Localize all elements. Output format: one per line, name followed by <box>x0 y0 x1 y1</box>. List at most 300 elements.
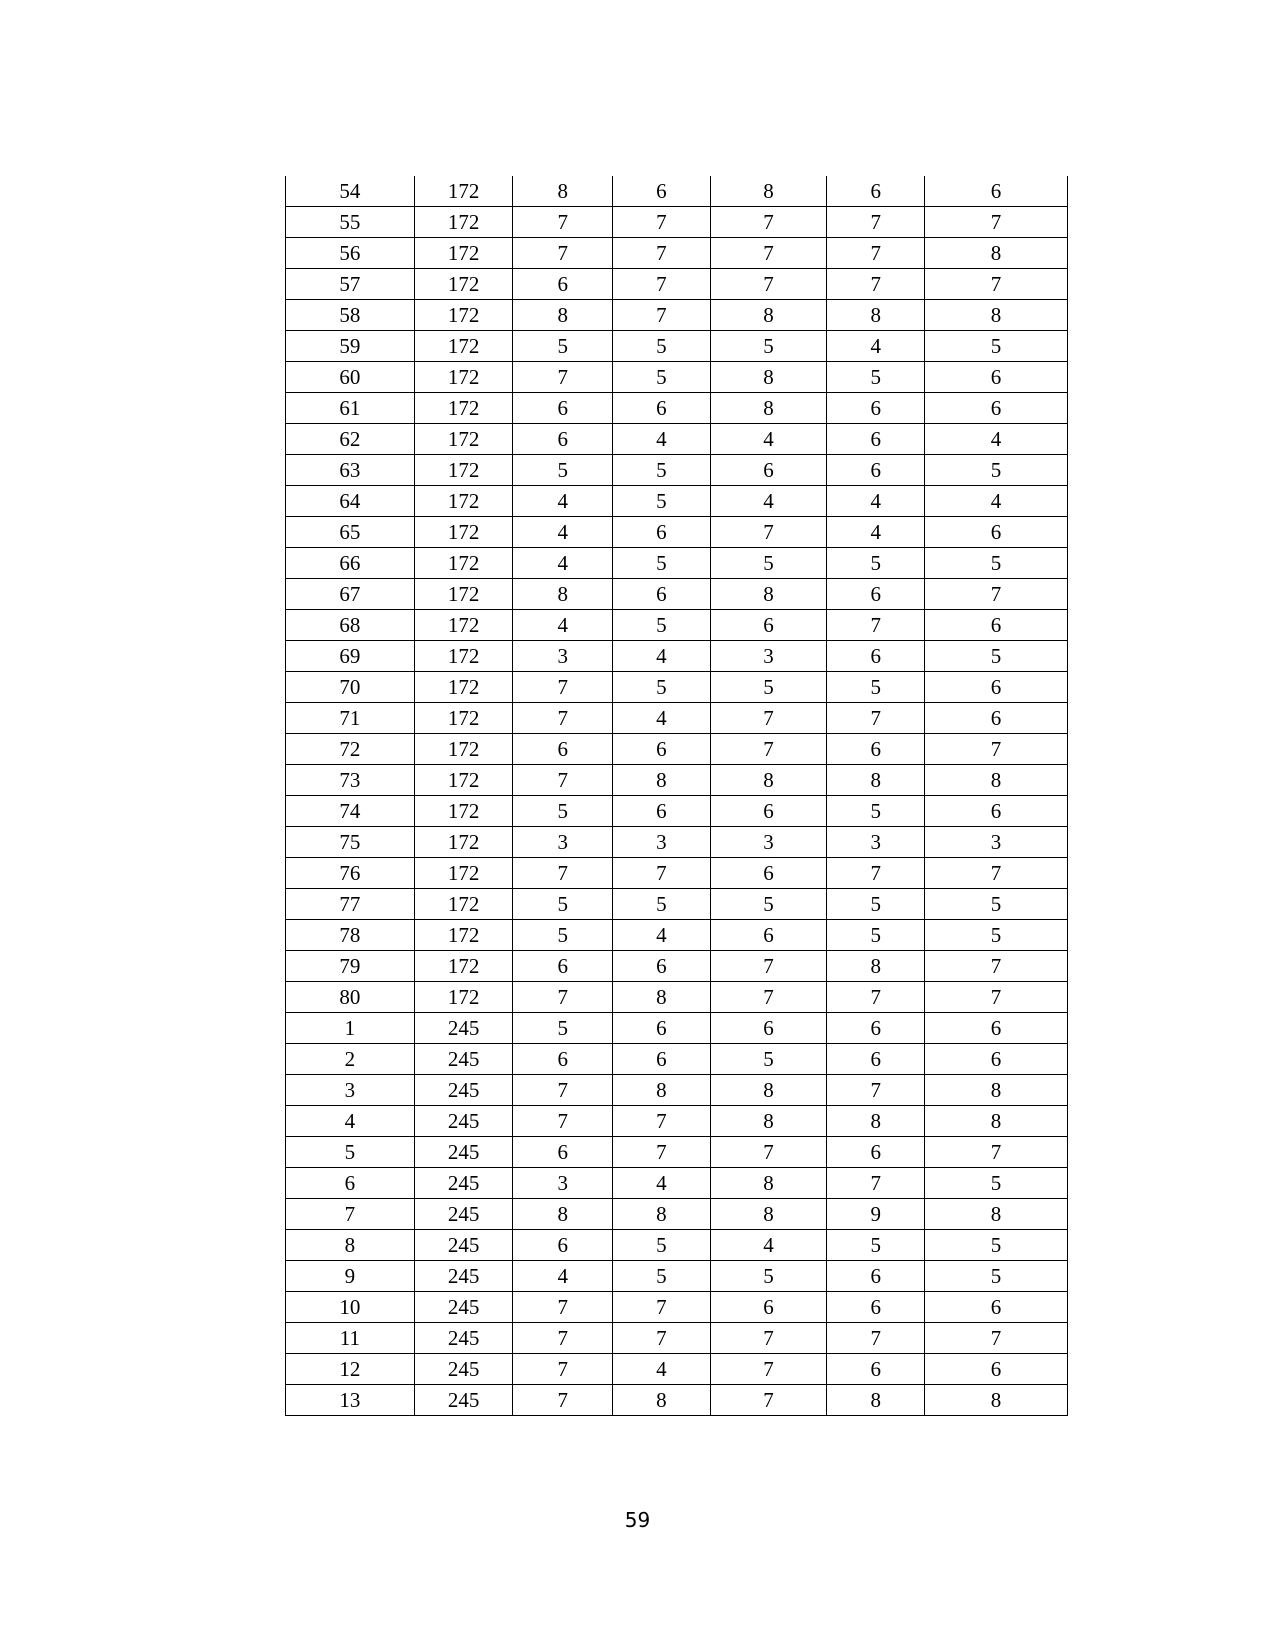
id-cell: 68 <box>286 610 415 641</box>
value-cell: 6 <box>827 1044 925 1075</box>
value-cell: 4 <box>827 331 925 362</box>
value-cell: 5 <box>613 548 711 579</box>
id-cell: 77 <box>286 889 415 920</box>
id-cell: 58 <box>286 300 415 331</box>
value-cell: 5 <box>613 672 711 703</box>
value-cell: 4 <box>710 486 827 517</box>
value-cell: 6 <box>827 1013 925 1044</box>
value-cell: 6 <box>827 455 925 486</box>
value-cell: 7 <box>925 858 1068 889</box>
value-cell: 6 <box>925 176 1068 207</box>
group-cell: 172 <box>414 486 513 517</box>
group-cell: 172 <box>414 455 513 486</box>
table-row <box>286 610 1068 641</box>
value-cell: 7 <box>827 858 925 889</box>
value-cell: 4 <box>827 517 925 548</box>
table-row <box>286 889 1068 920</box>
value-cell: 5 <box>513 796 613 827</box>
table-row <box>286 1137 1068 1168</box>
group-cell: 172 <box>414 517 513 548</box>
group-cell: 245 <box>414 1354 513 1385</box>
value-cell: 5 <box>925 1168 1068 1199</box>
value-cell: 7 <box>925 951 1068 982</box>
id-cell: 5 <box>286 1137 415 1168</box>
value-cell: 7 <box>613 269 711 300</box>
table-row <box>286 1168 1068 1199</box>
group-cell: 245 <box>414 1075 513 1106</box>
value-cell: 8 <box>613 1385 711 1416</box>
id-cell: 75 <box>286 827 415 858</box>
id-cell: 3 <box>286 1075 415 1106</box>
id-cell: 10 <box>286 1292 415 1323</box>
value-cell: 7 <box>613 1137 711 1168</box>
value-cell: 4 <box>613 424 711 455</box>
id-cell: 74 <box>286 796 415 827</box>
value-cell: 7 <box>513 1292 613 1323</box>
value-cell: 4 <box>613 703 711 734</box>
value-cell: 7 <box>513 1075 613 1106</box>
value-cell: 7 <box>710 269 827 300</box>
value-cell: 7 <box>827 238 925 269</box>
value-cell: 6 <box>513 1137 613 1168</box>
value-cell: 3 <box>925 827 1068 858</box>
id-cell: 12 <box>286 1354 415 1385</box>
value-cell: 6 <box>827 641 925 672</box>
value-cell: 4 <box>613 1168 711 1199</box>
value-cell: 6 <box>925 1044 1068 1075</box>
value-cell: 6 <box>827 1292 925 1323</box>
value-cell: 6 <box>613 176 711 207</box>
table-row <box>286 1385 1068 1416</box>
value-cell: 8 <box>513 1199 613 1230</box>
table-row <box>286 1075 1068 1106</box>
value-cell: 7 <box>925 207 1068 238</box>
table-row <box>286 393 1068 424</box>
table-row <box>286 269 1068 300</box>
value-cell: 6 <box>513 951 613 982</box>
table-row <box>286 1354 1068 1385</box>
value-cell: 6 <box>925 672 1068 703</box>
id-cell: 7 <box>286 1199 415 1230</box>
value-cell: 4 <box>827 486 925 517</box>
id-cell: 54 <box>286 176 415 207</box>
value-cell: 5 <box>925 641 1068 672</box>
value-cell: 6 <box>925 517 1068 548</box>
value-cell: 5 <box>827 548 925 579</box>
data-table <box>285 176 1068 1416</box>
value-cell: 7 <box>925 269 1068 300</box>
group-cell: 172 <box>414 207 513 238</box>
id-cell: 73 <box>286 765 415 796</box>
value-cell: 7 <box>710 1385 827 1416</box>
group-cell: 172 <box>414 269 513 300</box>
value-cell: 7 <box>613 1106 711 1137</box>
table-row <box>286 1199 1068 1230</box>
id-cell: 69 <box>286 641 415 672</box>
table-row <box>286 765 1068 796</box>
value-cell: 5 <box>513 1013 613 1044</box>
value-cell: 4 <box>613 1354 711 1385</box>
value-cell: 4 <box>710 1230 827 1261</box>
group-cell: 172 <box>414 300 513 331</box>
value-cell: 6 <box>513 1044 613 1075</box>
group-cell: 245 <box>414 1013 513 1044</box>
value-cell: 7 <box>613 300 711 331</box>
table-row <box>286 517 1068 548</box>
value-cell: 5 <box>925 1230 1068 1261</box>
value-cell: 6 <box>513 269 613 300</box>
page-number: 59 <box>624 1508 651 1532</box>
id-cell: 11 <box>286 1323 415 1354</box>
table-row <box>286 455 1068 486</box>
value-cell: 5 <box>827 796 925 827</box>
table-row <box>286 1230 1068 1261</box>
value-cell: 6 <box>827 1261 925 1292</box>
id-cell: 6 <box>286 1168 415 1199</box>
value-cell: 7 <box>710 951 827 982</box>
value-cell: 6 <box>827 734 925 765</box>
value-cell: 7 <box>513 362 613 393</box>
id-cell: 1 <box>286 1013 415 1044</box>
value-cell: 5 <box>925 920 1068 951</box>
table-row <box>286 982 1068 1013</box>
value-cell: 8 <box>710 1199 827 1230</box>
id-cell: 76 <box>286 858 415 889</box>
table-row <box>286 1106 1068 1137</box>
value-cell: 7 <box>827 703 925 734</box>
group-cell: 245 <box>414 1137 513 1168</box>
group-cell: 245 <box>414 1323 513 1354</box>
group-cell: 172 <box>414 920 513 951</box>
value-cell: 5 <box>613 610 711 641</box>
value-cell: 6 <box>827 176 925 207</box>
table-row <box>286 951 1068 982</box>
group-cell: 172 <box>414 579 513 610</box>
value-cell: 4 <box>513 610 613 641</box>
id-cell: 66 <box>286 548 415 579</box>
value-cell: 5 <box>613 455 711 486</box>
value-cell: 6 <box>925 1013 1068 1044</box>
value-cell: 7 <box>513 238 613 269</box>
value-cell: 6 <box>613 393 711 424</box>
group-cell: 245 <box>414 1385 513 1416</box>
group-cell: 245 <box>414 1261 513 1292</box>
value-cell: 8 <box>613 765 711 796</box>
table-row <box>286 703 1068 734</box>
value-cell: 6 <box>710 920 827 951</box>
id-cell: 57 <box>286 269 415 300</box>
group-cell: 172 <box>414 765 513 796</box>
value-cell: 5 <box>710 331 827 362</box>
value-cell: 6 <box>925 393 1068 424</box>
value-cell: 3 <box>513 641 613 672</box>
value-cell: 8 <box>710 765 827 796</box>
id-cell: 59 <box>286 331 415 362</box>
id-cell: 55 <box>286 207 415 238</box>
value-cell: 8 <box>710 1168 827 1199</box>
group-cell: 245 <box>414 1168 513 1199</box>
table-row <box>286 672 1068 703</box>
table-row <box>286 1292 1068 1323</box>
group-cell: 172 <box>414 858 513 889</box>
group-cell: 245 <box>414 1106 513 1137</box>
value-cell: 5 <box>710 672 827 703</box>
id-cell: 80 <box>286 982 415 1013</box>
table-body <box>286 176 1068 1416</box>
value-cell: 8 <box>513 176 613 207</box>
table-row <box>286 920 1068 951</box>
value-cell: 7 <box>925 1323 1068 1354</box>
table-row <box>286 1323 1068 1354</box>
id-cell: 62 <box>286 424 415 455</box>
value-cell: 3 <box>827 827 925 858</box>
value-cell: 6 <box>613 1044 711 1075</box>
value-cell: 7 <box>827 610 925 641</box>
value-cell: 8 <box>613 982 711 1013</box>
value-cell: 7 <box>513 1385 613 1416</box>
group-cell: 172 <box>414 796 513 827</box>
value-cell: 4 <box>710 424 827 455</box>
value-cell: 4 <box>513 517 613 548</box>
value-cell: 7 <box>925 1137 1068 1168</box>
group-cell: 245 <box>414 1044 513 1075</box>
value-cell: 8 <box>925 765 1068 796</box>
value-cell: 8 <box>827 300 925 331</box>
value-cell: 8 <box>827 1385 925 1416</box>
value-cell: 7 <box>513 858 613 889</box>
value-cell: 8 <box>613 1199 711 1230</box>
value-cell: 7 <box>513 703 613 734</box>
value-cell: 7 <box>710 207 827 238</box>
value-cell: 5 <box>613 362 711 393</box>
value-cell: 8 <box>710 176 827 207</box>
value-cell: 6 <box>613 734 711 765</box>
group-cell: 172 <box>414 362 513 393</box>
value-cell: 7 <box>827 207 925 238</box>
value-cell: 7 <box>827 1075 925 1106</box>
id-cell: 72 <box>286 734 415 765</box>
value-cell: 9 <box>827 1199 925 1230</box>
value-cell: 6 <box>513 424 613 455</box>
value-cell: 8 <box>613 1075 711 1106</box>
table-row <box>286 238 1068 269</box>
value-cell: 3 <box>710 641 827 672</box>
id-cell: 79 <box>286 951 415 982</box>
value-cell: 6 <box>710 610 827 641</box>
value-cell: 6 <box>925 1354 1068 1385</box>
value-cell: 8 <box>925 1385 1068 1416</box>
value-cell: 3 <box>513 827 613 858</box>
table-row <box>286 579 1068 610</box>
value-cell: 7 <box>827 982 925 1013</box>
value-cell: 6 <box>925 362 1068 393</box>
value-cell: 6 <box>827 1137 925 1168</box>
group-cell: 172 <box>414 982 513 1013</box>
value-cell: 7 <box>513 1106 613 1137</box>
value-cell: 5 <box>925 889 1068 920</box>
id-cell: 8 <box>286 1230 415 1261</box>
value-cell: 8 <box>827 765 925 796</box>
value-cell: 8 <box>925 300 1068 331</box>
value-cell: 5 <box>925 455 1068 486</box>
value-cell: 8 <box>710 579 827 610</box>
group-cell: 172 <box>414 951 513 982</box>
value-cell: 5 <box>827 672 925 703</box>
group-cell: 172 <box>414 703 513 734</box>
id-cell: 71 <box>286 703 415 734</box>
table-row <box>286 424 1068 455</box>
table-row <box>286 641 1068 672</box>
value-cell: 7 <box>710 1137 827 1168</box>
value-cell: 7 <box>710 517 827 548</box>
value-cell: 6 <box>613 796 711 827</box>
value-cell: 7 <box>925 579 1068 610</box>
value-cell: 6 <box>710 858 827 889</box>
value-cell: 6 <box>925 703 1068 734</box>
table-row <box>286 176 1068 207</box>
value-cell: 7 <box>710 982 827 1013</box>
value-cell: 7 <box>827 1168 925 1199</box>
value-cell: 6 <box>925 1292 1068 1323</box>
value-cell: 8 <box>513 300 613 331</box>
value-cell: 5 <box>613 1261 711 1292</box>
value-cell: 5 <box>710 1044 827 1075</box>
group-cell: 172 <box>414 641 513 672</box>
group-cell: 172 <box>414 176 513 207</box>
id-cell: 9 <box>286 1261 415 1292</box>
id-cell: 70 <box>286 672 415 703</box>
value-cell: 8 <box>925 1106 1068 1137</box>
id-cell: 13 <box>286 1385 415 1416</box>
value-cell: 7 <box>710 734 827 765</box>
id-cell: 60 <box>286 362 415 393</box>
value-cell: 3 <box>613 827 711 858</box>
table-row <box>286 1013 1068 1044</box>
value-cell: 7 <box>613 1323 711 1354</box>
value-cell: 6 <box>925 796 1068 827</box>
value-cell: 4 <box>513 1261 613 1292</box>
group-cell: 245 <box>414 1199 513 1230</box>
value-cell: 6 <box>513 734 613 765</box>
value-cell: 7 <box>827 1323 925 1354</box>
value-cell: 7 <box>513 207 613 238</box>
group-cell: 172 <box>414 424 513 455</box>
value-cell: 7 <box>513 672 613 703</box>
table-row <box>286 858 1068 889</box>
value-cell: 8 <box>925 238 1068 269</box>
value-cell: 7 <box>710 1354 827 1385</box>
value-cell: 4 <box>613 920 711 951</box>
value-cell: 5 <box>513 889 613 920</box>
table-row <box>286 1044 1068 1075</box>
value-cell: 4 <box>513 486 613 517</box>
value-cell: 5 <box>513 920 613 951</box>
value-cell: 8 <box>827 1106 925 1137</box>
id-cell: 4 <box>286 1106 415 1137</box>
value-cell: 5 <box>513 455 613 486</box>
group-cell: 172 <box>414 610 513 641</box>
value-cell: 5 <box>827 362 925 393</box>
value-cell: 7 <box>513 765 613 796</box>
id-cell: 65 <box>286 517 415 548</box>
table-row <box>286 548 1068 579</box>
value-cell: 7 <box>613 858 711 889</box>
value-cell: 7 <box>710 238 827 269</box>
value-cell: 6 <box>827 1354 925 1385</box>
value-cell: 6 <box>710 1013 827 1044</box>
group-cell: 245 <box>414 1292 513 1323</box>
group-cell: 172 <box>414 827 513 858</box>
value-cell: 5 <box>827 920 925 951</box>
id-cell: 64 <box>286 486 415 517</box>
value-cell: 5 <box>925 1261 1068 1292</box>
table-row <box>286 827 1068 858</box>
value-cell: 4 <box>513 548 613 579</box>
table-row <box>286 1261 1068 1292</box>
value-cell: 8 <box>925 1199 1068 1230</box>
id-cell: 2 <box>286 1044 415 1075</box>
value-cell: 4 <box>925 486 1068 517</box>
value-cell: 7 <box>613 1292 711 1323</box>
group-cell: 245 <box>414 1230 513 1261</box>
value-cell: 7 <box>513 982 613 1013</box>
value-cell: 6 <box>827 579 925 610</box>
value-cell: 6 <box>827 393 925 424</box>
value-cell: 5 <box>710 1261 827 1292</box>
value-cell: 8 <box>710 300 827 331</box>
value-cell: 6 <box>613 1013 711 1044</box>
value-cell: 5 <box>613 889 711 920</box>
value-cell: 3 <box>513 1168 613 1199</box>
table-row <box>286 362 1068 393</box>
value-cell: 8 <box>710 1106 827 1137</box>
group-cell: 172 <box>414 331 513 362</box>
value-cell: 7 <box>925 734 1068 765</box>
value-cell: 7 <box>827 269 925 300</box>
group-cell: 172 <box>414 393 513 424</box>
value-cell: 5 <box>613 1230 711 1261</box>
group-cell: 172 <box>414 672 513 703</box>
group-cell: 172 <box>414 238 513 269</box>
value-cell: 6 <box>613 579 711 610</box>
value-cell: 5 <box>827 1230 925 1261</box>
id-cell: 63 <box>286 455 415 486</box>
value-cell: 6 <box>710 796 827 827</box>
id-cell: 61 <box>286 393 415 424</box>
table-row <box>286 486 1068 517</box>
value-cell: 5 <box>925 548 1068 579</box>
value-cell: 7 <box>710 1323 827 1354</box>
table-row <box>286 331 1068 362</box>
value-cell: 5 <box>710 889 827 920</box>
value-cell: 7 <box>710 703 827 734</box>
value-cell: 3 <box>710 827 827 858</box>
value-cell: 6 <box>827 424 925 455</box>
value-cell: 4 <box>613 641 711 672</box>
id-cell: 56 <box>286 238 415 269</box>
value-cell: 5 <box>827 889 925 920</box>
value-cell: 5 <box>613 331 711 362</box>
value-cell: 6 <box>710 1292 827 1323</box>
id-cell: 67 <box>286 579 415 610</box>
value-cell: 8 <box>925 1075 1068 1106</box>
id-cell: 78 <box>286 920 415 951</box>
value-cell: 8 <box>513 579 613 610</box>
group-cell: 172 <box>414 734 513 765</box>
value-cell: 6 <box>613 517 711 548</box>
value-cell: 8 <box>827 951 925 982</box>
value-cell: 6 <box>513 393 613 424</box>
